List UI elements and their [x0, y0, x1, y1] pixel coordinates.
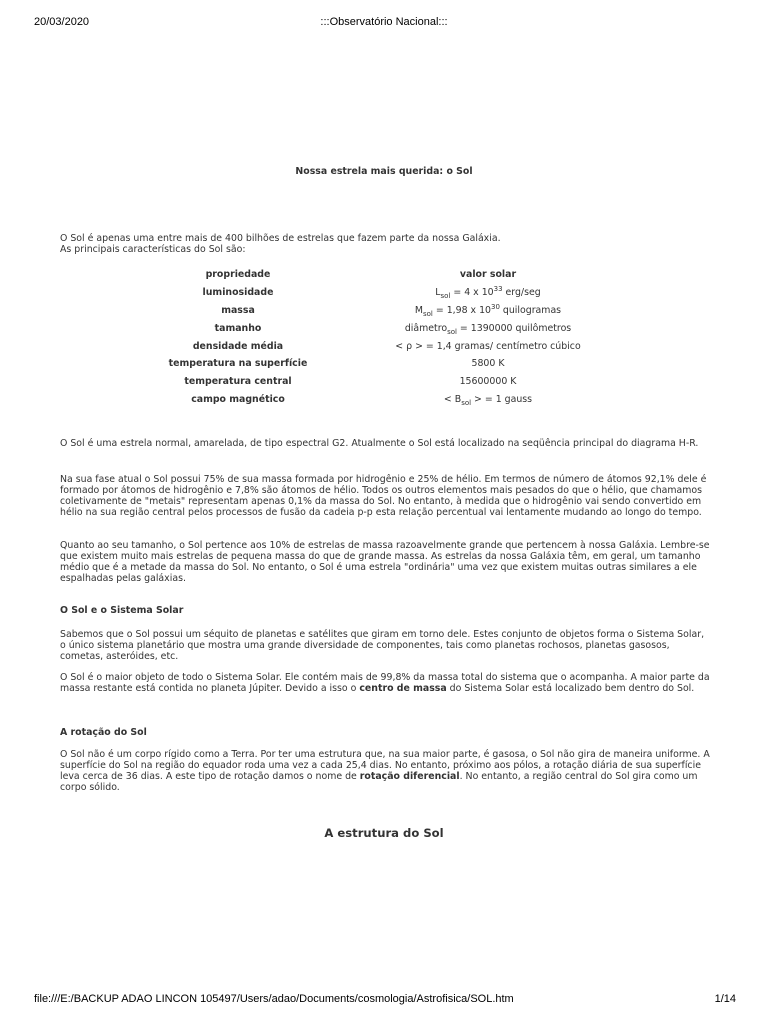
print-header: [0, 16, 768, 30]
row-property: luminosidade: [202, 287, 274, 299]
file-path: file:///E:/BACKUP ADAO LINCON 105497/Users/adao/Documents/cosmologia/Astrofisica/SOL.htm: [34, 993, 514, 1005]
row-value: < $B_{sol}$ > = 1 gauss: [443, 393, 533, 407]
table-header-row: [140, 266, 640, 284]
header-property: propriedade: [205, 269, 271, 281]
table-row: [140, 302, 640, 320]
row-value: < ρ > = 1,4 gramas/ centímetro cúbico: [395, 340, 581, 352]
header-value: valor solar: [459, 269, 517, 281]
row-value: $M_{sol} = 1,98$ x $10^{30}$ quilogramas: [414, 302, 562, 318]
table-row: [140, 355, 640, 373]
paragraph-center-of-mass: O Sol é o maior objeto de todo o Sistema Solar. Ele contém mais de 99,8% da massa total do sistema que o acompanha. A maior parte da massa restante está contida no planeta Júpiter. Devido a isso o centro de massa do Sistema Solar está localizado bem dentro do Sol.: [60, 672, 710, 694]
bold-term: centro de massa: [359, 683, 447, 694]
row-property: densidade média: [192, 340, 284, 352]
paragraph-rotation: O Sol não é um corpo rígido como a Terra. Por ter uma estrutura que, na sua maior parte, é gasosa, o Sol não gira de maneira uniforme. A superfície do Sol na região do equador roda uma vez a cada 25,4 dias. No entanto, próximo aos pólos, a rotação diária de sua superfície leva cerca de 36 dias. A este tipo de rotação damos o nome de rotação diferencial. No entanto, a região central do Sol gira como um corpo sólido.: [60, 749, 710, 793]
row-property: temperatura central: [184, 376, 292, 388]
row-value: $L_{sol} = 4$ x $10^{33}$ erg/seg: [435, 285, 541, 301]
table-row: [140, 373, 640, 391]
intro-line-2: As principais características do Sol são:: [60, 244, 246, 255]
row-property: massa: [221, 304, 255, 316]
paragraph-size: Quanto ao seu tamanho, o Sol pertence aos 10% de estrelas de massa razoavelmente grande que pertencem à nossa Galáxia. Lembre-se que existem muito mais estrelas de pequena massa do que de grande massa. As estrelas da nossa Galáxia têm, em geral, um tamanho médio que é a metade da massa do Sol. No entanto, o Sol é uma estrela "ordinária" uma vez que existem muitas outras similares a ele espalhadas pelas galáxias.: [60, 540, 710, 584]
section-heading-solar-system: O Sol e o Sistema Solar: [60, 605, 184, 616]
paragraph-composition: Na sua fase atual o Sol possui 75% de sua massa formada por hidrogênio e 25% de hélio. Em termos de número de átomos 92,1% dele é formado por átomos de hidrogênio e 7,8% são átomos de hélio. Todos os outros elementos mais pesados do que o hélio, que chamamos coletivamente de "metais" representam apenas 0,1% da massa do Sol. No entanto, à medida que o hidrogênio vai sendo convertido em hélio na sua região central pelos processos de fusão da cadeia p-p esta relação percentual vai lentamente mudando ao longo do tempo.: [60, 474, 707, 518]
row-property: temperatura na superfície: [168, 358, 308, 370]
print-date: 20/03/2020: [34, 16, 90, 28]
print-footer: [0, 993, 768, 1007]
bold-term: rotação diferencial: [359, 771, 460, 782]
row-value: 5800 K: [471, 358, 505, 370]
paragraph-solar-system: Sabemos que o Sol possui um séquito de planetas e satélites que giram em torno dele. Estes conjunto de objetos forma o Sistema Solar, o único sistema planetário que mostra uma grande diversidade de componentes, tais como planetas rochosos, planetas gasosos, cometas, asteróides, etc.: [60, 629, 705, 662]
row-property: tamanho: [214, 322, 262, 334]
paragraph-spectral-type: O Sol é uma estrela normal, amarelada, de tipo espectral G2. Atualmente o Sol está localizado na seqüência principal do diagrama H-R.: [60, 438, 699, 449]
sun-properties-table: [140, 266, 640, 408]
page-title: Nossa estrela mais querida: o Sol: [295, 166, 473, 177]
table-row: [140, 391, 640, 409]
page-number: 1/14: [714, 993, 736, 1005]
print-title: :::Observatório Nacional:::: [320, 16, 448, 28]
section-heading-structure: A estrutura do Sol: [324, 826, 444, 840]
table-row: [140, 337, 640, 355]
table-row: [140, 284, 640, 302]
table-row: [140, 319, 640, 337]
intro-line-1: O Sol é apenas uma entre mais de 400 bilhões de estrelas que fazem parte da nossa Galáxia.: [60, 233, 501, 244]
section-heading-rotation: A rotação do Sol: [60, 727, 147, 738]
intro-paragraph: [60, 233, 712, 255]
row-value: diâmetro$_{sol}$ = 1390000 quilômetros: [404, 322, 572, 336]
row-property: campo magnético: [191, 393, 285, 405]
row-value: 15600000 K: [459, 376, 517, 388]
